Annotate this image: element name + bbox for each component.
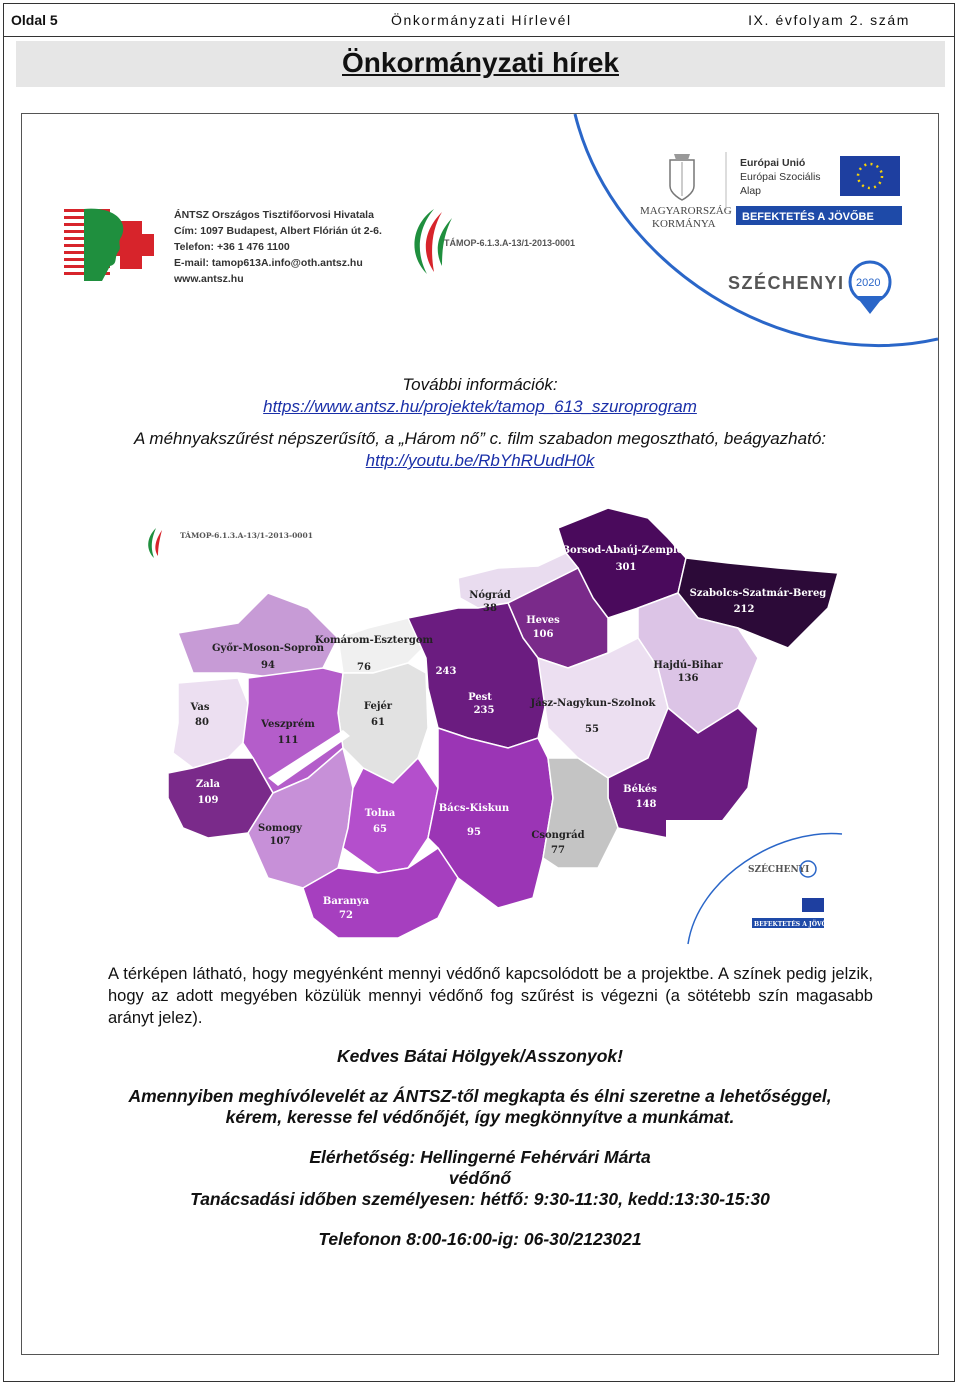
tamop-code: TÁMOP-6.1.3.A-13/1-2013-0001: [444, 238, 576, 248]
value-pest: 235: [473, 705, 495, 716]
county-map: [138, 498, 844, 946]
gov-line-2: KORMÁNYA: [652, 218, 716, 230]
map-tamop-logo-icon: [148, 528, 162, 558]
value-baranya: 72: [339, 910, 353, 921]
more-info-label: További információk:: [402, 375, 558, 394]
county-vas: [173, 678, 248, 768]
label-zala: Zala: [195, 779, 221, 790]
label-fejer: Fejér: [363, 701, 393, 712]
project-link[interactable]: https://www.antsz.hu/projektek/tamop_613_szuroprogram: [263, 397, 697, 416]
contact-name: Elérhetőség: Hellingerné Fehérvári Márta: [309, 1147, 651, 1167]
youtube-link[interactable]: http://youtu.be/RbYhRUudH0k: [365, 451, 595, 470]
antsz-line-3: Telefon: +36 1 476 1100: [174, 241, 290, 253]
value-fejer: 61: [371, 717, 385, 728]
film-text: A méhnyakszűrést népszerűsítő, a „Három nő” c. film szabadon megosztható, beágyazható:: [134, 429, 826, 448]
value-gyor: 94: [261, 660, 275, 671]
label-baranya: Baranya: [322, 896, 370, 907]
value-somogy: 107: [269, 836, 291, 847]
request-line-2: kérem, keresse fel védőnőjét, így megkönnyítve a munkámat.: [225, 1107, 735, 1127]
value-szabolcs: 212: [733, 604, 755, 615]
inset-szechenyi: SZÉCHENYI: [748, 865, 810, 875]
value-zala: 109: [197, 795, 219, 806]
eu-line-2: Európai Szociális: [740, 171, 821, 183]
label-gyor: Győr-Moson-Sopron: [212, 643, 324, 654]
contact-role: védőnő: [448, 1168, 512, 1188]
antsz-logo-icon: [64, 209, 154, 281]
contact-phone: Telefonon 8:00-16:00-ig: 06-30/2123021: [318, 1229, 642, 1249]
value-heves: 106: [532, 629, 554, 640]
label-bekes: Békés: [623, 784, 657, 795]
label-veszprem: Veszprém: [261, 719, 315, 730]
antsz-line-5: www.antsz.hu: [174, 273, 244, 285]
antsz-line-4: E-mail: tamop613A.info@oth.antsz.hu: [174, 257, 363, 269]
contact-hours: Tanácsadási időben személyesen: hétfő: 9:30-11:30, kedd:13:30-15:30: [190, 1189, 770, 1209]
page-header: [3, 3, 955, 37]
label-jasz: Jász-Nagykun-Szolnok: [530, 698, 656, 709]
label-pest: Pest: [468, 692, 492, 703]
value-tolna: 65: [373, 824, 387, 835]
blue-swoosh: [575, 114, 938, 346]
request-line-1: Amennyiben meghívólevelét az ÁNTSZ-től megkapta és élni szeretne a lehetőséggel,: [128, 1086, 832, 1106]
antsz-line-1: ÁNTSZ Országos Tisztifőorvosi Hivatala: [174, 209, 374, 221]
label-somogy: Somogy: [258, 823, 302, 834]
szechenyi-text: SZÉCHENYI: [728, 273, 845, 293]
label-szabolcs: Szabolcs-Szatmár-Bereg: [689, 588, 827, 599]
value-komarom: 76: [357, 662, 371, 673]
gov-line-1: MAGYARORSZÁG: [640, 205, 732, 217]
map-tamop-code: TÁMOP-6.1.3.A-13/1-2013-0001: [180, 531, 313, 540]
value-veszprem: 111: [277, 735, 299, 746]
label-vas: Vas: [190, 702, 210, 713]
eu-line-1: Európai Unió: [740, 157, 806, 169]
label-komarom: Komárom-Esztergom: [314, 635, 434, 646]
page-number: Oldal 5: [11, 12, 58, 28]
value-jasz: 55: [585, 724, 599, 735]
logo-band: [22, 114, 938, 359]
label-hajdu: Hajdú-Bihar: [653, 660, 723, 671]
eu-line-3: Alap: [740, 185, 762, 197]
label-bacs: Bács-Kiskun: [438, 803, 510, 814]
contact-block: [0, 1147, 960, 1210]
antsz-line-2: Cím: 1097 Budapest, Albert Flórián út 2-6.: [174, 225, 382, 237]
inset-invest: BEFEKTETÉS A JÖVŐBE: [754, 921, 837, 928]
coat-of-arms-icon: [670, 154, 694, 200]
label-heves: Heves: [526, 615, 560, 626]
label-tolna: Tolna: [364, 808, 396, 819]
value-hajdu: 136: [677, 673, 699, 684]
request-block: [0, 1086, 960, 1128]
invest-banner-text: BEFEKTETÉS A JÖVŐBE: [742, 211, 874, 223]
value-csongrad: 77: [551, 845, 565, 856]
szechenyi-year: 2020: [856, 277, 881, 289]
film-block: [0, 428, 960, 472]
issue-label: IX. évfolyam 2. szám: [748, 12, 910, 28]
section-title: Önkormányzati hírek: [342, 47, 619, 78]
label-csongrad: Csongrád: [531, 830, 585, 841]
value-borsod: 301: [615, 562, 637, 573]
value-bacs: 95: [467, 827, 481, 838]
value-bekes: 148: [635, 799, 657, 810]
label-nograd: Nógrád: [469, 590, 511, 601]
publication-name: Önkormányzati Hírlevél: [391, 12, 572, 28]
map-logo-inset: [666, 820, 842, 944]
value-budapest: 243: [435, 666, 457, 677]
more-info-block: [0, 374, 960, 418]
map-description: A térképen látható, hogy megyénként mennyi védőnő kapcsolódott be a projektbe. A színek pedig jelzik, hogy az adott megyében közülük mennyi védőnő fog szűrést is végezni (a sötétebb szín magasabb arányt jelez).: [108, 965, 873, 1027]
label-borsod: Borsod-Abaúj-Zemplén: [561, 545, 691, 556]
value-nograd: 38: [483, 603, 497, 614]
greeting: Kedves Bátai Hölgyek/Asszonyok!: [337, 1046, 623, 1066]
value-vas: 80: [195, 717, 209, 728]
eu-flag-icon: [840, 156, 900, 196]
section-title-bar: [16, 41, 945, 87]
